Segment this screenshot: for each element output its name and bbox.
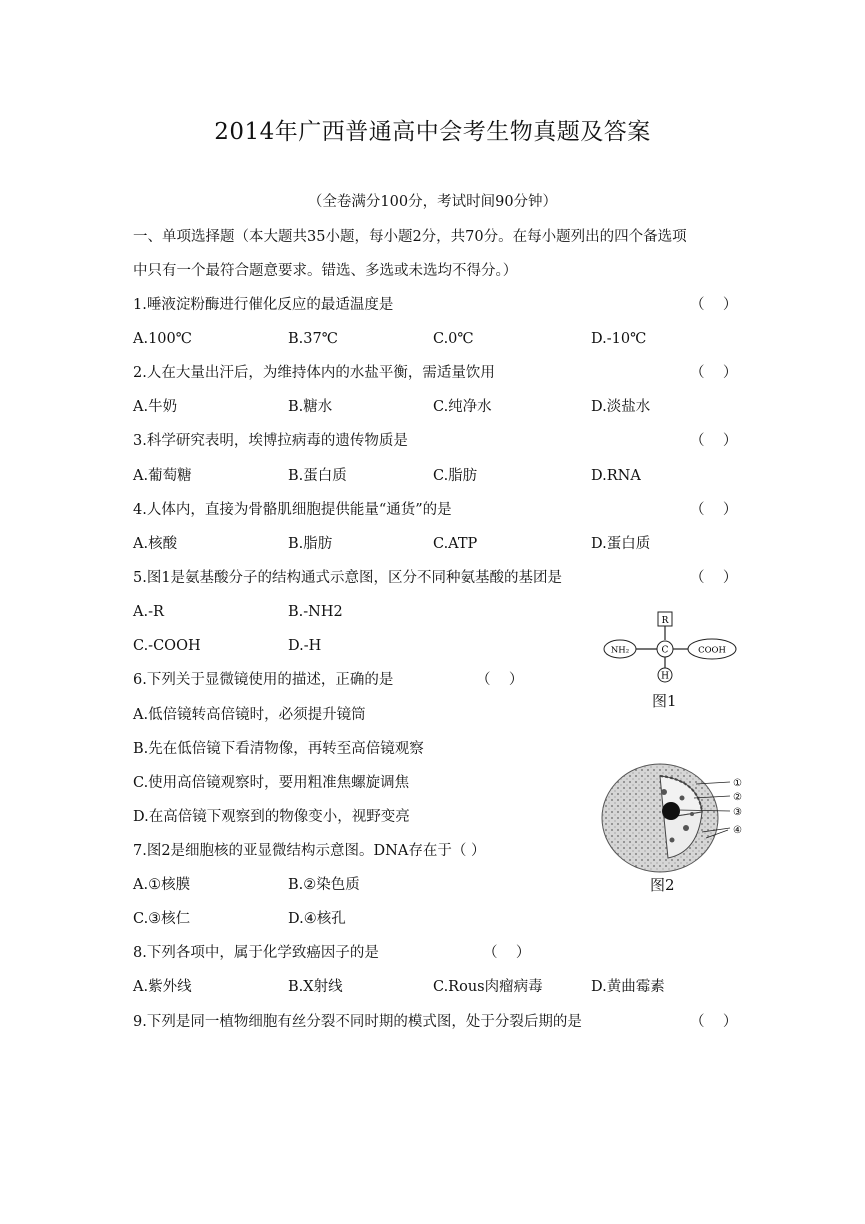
question-1-option-c: C.0℃ <box>433 331 474 347</box>
question-6-option-c: C.使用高倍镜观察时，要用粗准焦螺旋调焦 <box>133 775 410 791</box>
question-1-answer-blank: （ ） <box>690 297 738 313</box>
question-4-option-c: C.ATP <box>433 536 478 552</box>
question-9-answer-blank: （ ） <box>690 1014 738 1030</box>
question-2-option-d: D.淡盐水 <box>591 399 651 415</box>
question-8-stem: 8.下列各项中，属于化学致癌因子的是 <box>133 945 379 961</box>
figure1-nh2-label: NH₂ <box>610 645 630 656</box>
question-6-stem: 6.下列关于显微镜使用的描述，正确的是 <box>133 672 394 688</box>
page-title: 2014年广西普通高中会考生物真题及答案 <box>214 119 651 145</box>
question-6-option-b: B.先在低倍镜下看清物像，再转至高倍镜观察 <box>133 741 424 757</box>
question-1-stem: 1.唾液淀粉酶进行催化反应的最适温度是 <box>133 297 394 313</box>
question-8-option-c: C.Rous肉瘤病毒 <box>433 979 543 995</box>
question-3-option-b: B.蛋白质 <box>288 468 347 484</box>
question-4-stem: 4.人体内，直接为骨骼肌细胞提供能量“通货”的是 <box>133 502 452 518</box>
figure2-marker-1: ① <box>733 778 742 789</box>
question-1-option-b: B.37℃ <box>288 331 338 347</box>
question-4-option-b: B.脂肪 <box>288 536 333 552</box>
question-1-option-d: D.-10℃ <box>591 331 647 347</box>
exam-subtitle: （全卷满分100分，考试时间90分钟） <box>307 194 558 210</box>
question-6-option-a: A.低倍镜转高倍镜时，必须提升镜筒 <box>133 707 366 723</box>
section-instruction-line-1: 一、单项选择题（本大题共35小题，每小题2分，共70分。在每小题列出的四个备选项 <box>133 229 687 245</box>
cell-nucleus-figure <box>598 762 746 892</box>
figure1-c-label: C <box>661 645 669 656</box>
question-7-option-a: A.①核膜 <box>133 877 191 893</box>
question-6-answer-blank: （ ） <box>476 672 524 688</box>
question-7-option-d: D.④核孔 <box>288 911 346 927</box>
question-5-stem: 5.图1是氨基酸分子的结构通式示意图，区分不同种氨基酸的基团是 <box>133 570 563 586</box>
question-2-option-a: A.牛奶 <box>133 399 178 415</box>
figure2-marker-4: ④ <box>733 825 742 836</box>
figure1-caption: 图1 <box>652 692 677 710</box>
question-2-option-b: B.糖水 <box>288 399 333 415</box>
question-1-option-a: A.100℃ <box>133 331 192 347</box>
question-7-stem: 7.图2是细胞核的亚显微结构示意图。DNA存在于（ ） <box>133 843 486 859</box>
question-3-option-d: D.RNA <box>591 468 641 484</box>
question-5-option-d: D.-H <box>288 638 322 654</box>
question-3-stem: 3.科学研究表明，埃博拉病毒的遗传物质是 <box>133 433 408 449</box>
question-4-option-a: A.核酸 <box>133 536 178 552</box>
question-7-option-c: C.③核仁 <box>133 911 191 927</box>
figure2-caption: 图2 <box>650 876 675 894</box>
question-2-answer-blank: （ ） <box>690 365 738 381</box>
question-7-option-b: B.②染色质 <box>288 877 360 893</box>
question-4-answer-blank: （ ） <box>690 502 738 518</box>
figure1-cooh-label: COOH <box>698 645 726 656</box>
question-9-stem: 9.下列是同一植物细胞有丝分裂不同时期的模式图，处于分裂后期的是 <box>133 1014 582 1030</box>
question-5-option-b: B.-NH2 <box>288 604 343 620</box>
question-4-option-d: D.蛋白质 <box>591 536 651 552</box>
figure1-h-label: H <box>661 671 669 682</box>
question-5-option-c: C.-COOH <box>133 638 201 654</box>
question-3-option-c: C.脂肪 <box>433 468 478 484</box>
question-8-option-b: B.X射线 <box>288 979 343 995</box>
figure1-r-label: R <box>661 616 669 626</box>
question-5-answer-blank: （ ） <box>690 570 738 586</box>
figure2-marker-3: ③ <box>733 807 742 818</box>
question-2-option-c: C.纯净水 <box>433 399 492 415</box>
question-6-option-d: D.在高倍镜下观察到的物像变小，视野变亮 <box>133 809 410 825</box>
question-2-stem: 2.人在大量出汗后，为维持体内的水盐平衡，需适量饮用 <box>133 365 495 381</box>
question-8-option-d: D.黄曲霉素 <box>591 979 665 995</box>
question-8-answer-blank: （ ） <box>483 945 531 961</box>
section-instruction-line-2: 中只有一个最符合题意要求。错选、多选或未选均不得分。） <box>133 263 518 279</box>
question-3-answer-blank: （ ） <box>690 433 738 449</box>
figure2-marker-2: ② <box>733 792 742 803</box>
question-5-option-a: A.-R <box>133 604 164 620</box>
question-3-option-a: A.葡萄糖 <box>133 468 192 484</box>
question-8-option-a: A.紫外线 <box>133 979 192 995</box>
